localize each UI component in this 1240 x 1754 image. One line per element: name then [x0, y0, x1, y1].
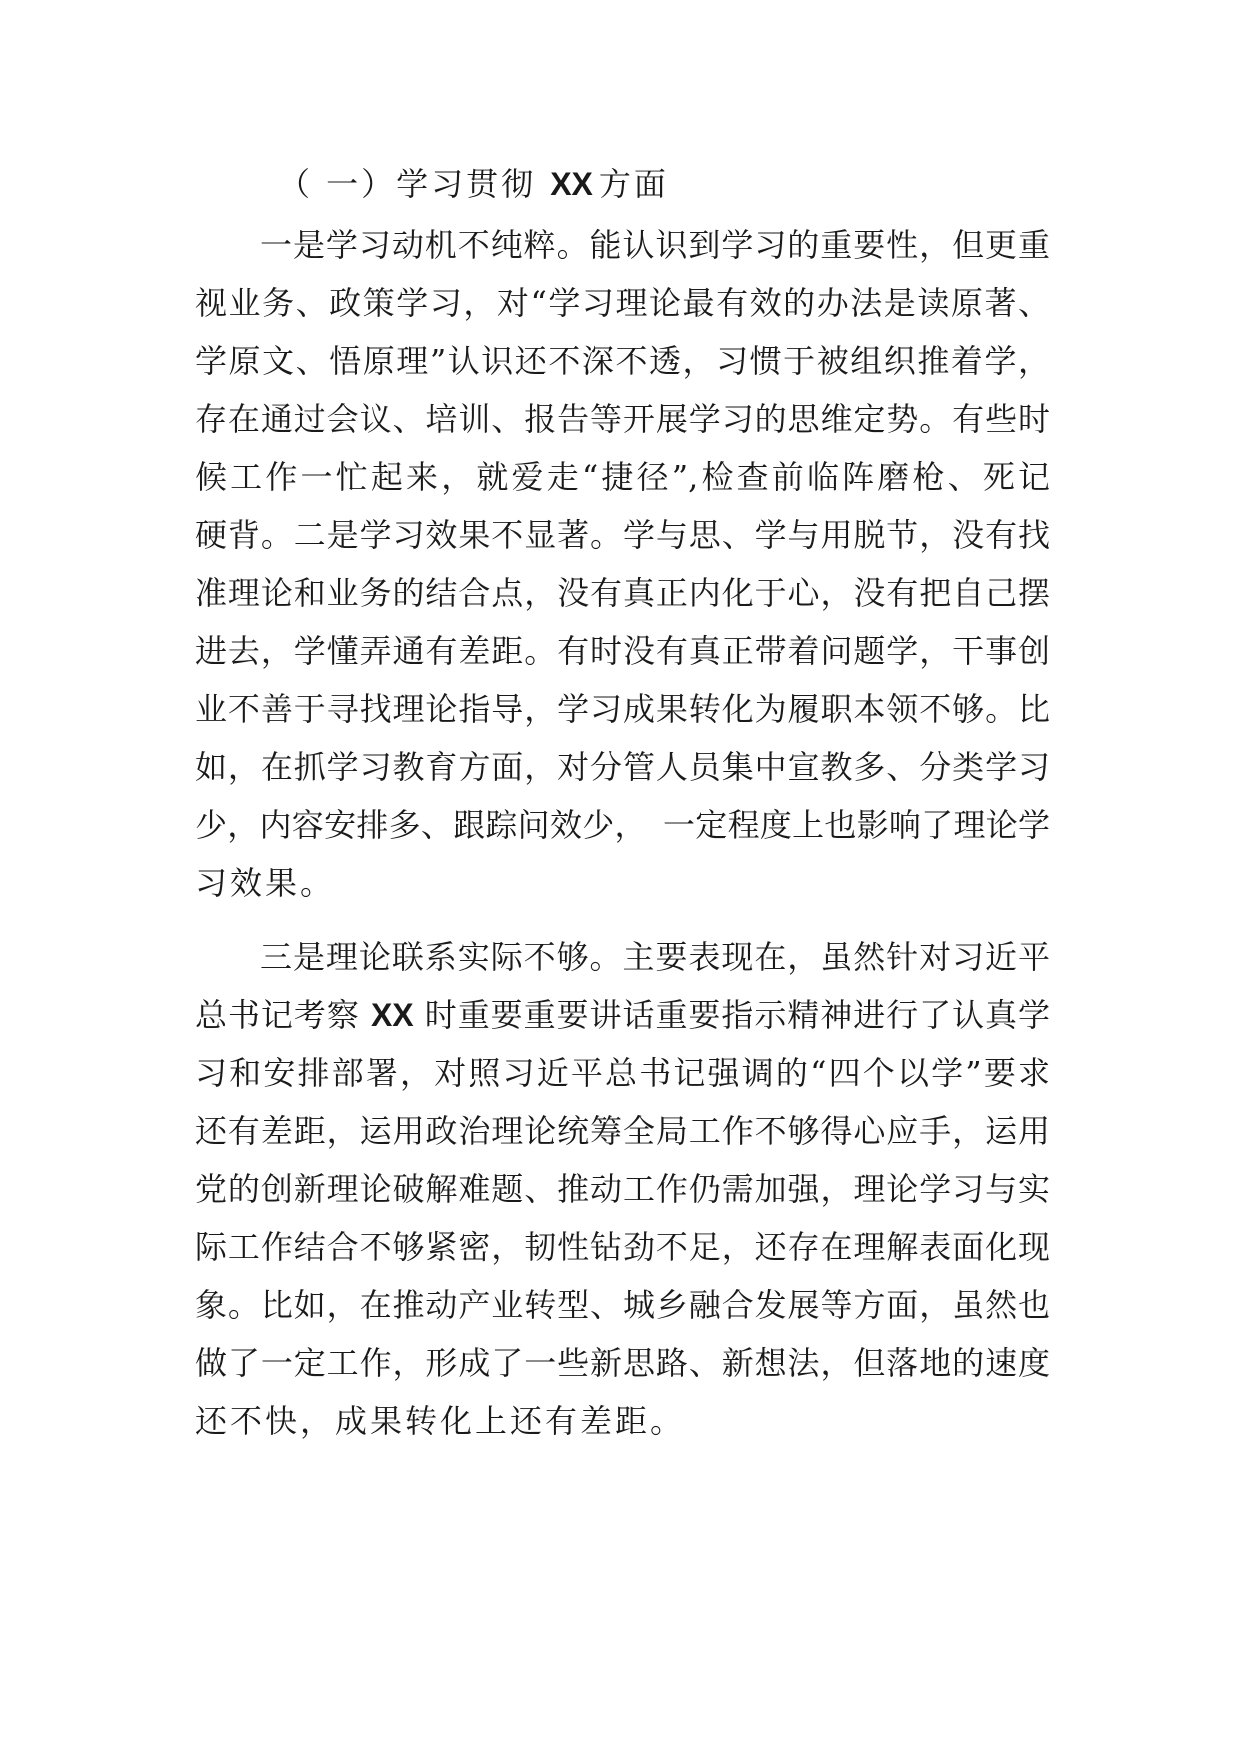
- paragraph-1-line: 候工作一忙起来，就爱走“捷径”,检查前临阵磨枪、死记: [195, 458, 1050, 496]
- section-heading-bold: XX: [550, 166, 593, 202]
- paragraph-1-line: 硬背。二是学习效果不显著。学与思、学与用脱节，没有找: [195, 516, 1050, 554]
- paragraph-1-line: 进去，学懂弄通有差距。有时没有真正带着问题学，干事创: [195, 632, 1050, 670]
- paragraph-1-line: 习效果。: [195, 864, 336, 902]
- paragraph-2-line-suffix: 时重要重要讲话重要指示精神进行了认真学: [424, 996, 1051, 1034]
- section-heading-prefix: （ 一）学习贯彻: [278, 165, 537, 203]
- paragraph-2-line: 际工作结合不够紧密，韧性钻劲不足，还存在理解表面化现: [195, 1228, 1050, 1266]
- paragraph-2-line: 党的创新理论破解难题、推动工作仍需加强，理论学习与实: [195, 1170, 1050, 1208]
- paragraph-1-line: 业不善于寻找理论指导，学习成果转化为履职本领不够。比: [195, 690, 1050, 728]
- paragraph-2-line: 还有差距，运用政治理论统筹全局工作不够得心应手，运用: [195, 1112, 1050, 1150]
- paragraph-2-line-with-bold: [195, 986, 1050, 1044]
- section-heading-suffix: 方面: [598, 165, 669, 203]
- paragraph-2-line: 做了一定工作，形成了一些新思路、新想法，但落地的速度: [195, 1344, 1050, 1382]
- paragraph-2-line: 象。比如，在推动产业转型、城乡融合发展等方面，虽然也: [195, 1286, 1050, 1324]
- paragraph-1-line: 视业务、政策学习，对“学习理论最有效的办法是读原著、: [195, 284, 1050, 322]
- paragraph-2-line: 习和安排部署，对照习近平总书记强调的“四个以学”要求: [195, 1054, 1050, 1092]
- paragraph-1-line: 学原文、悟原理”认识还不深不透，习惯于被组织推着学，: [195, 342, 1050, 380]
- paragraph-2-line-bold: XX: [370, 997, 414, 1033]
- paragraph-1-line: 存在通过会议、培训、报告等开展学习的思维定势。有些时: [195, 400, 1050, 438]
- paragraph-1-line: 准理论和业务的结合点，没有真正内化于心，没有把自己摆: [195, 574, 1050, 612]
- paragraph-2-line: 还不快，成果转化上还有差距。: [195, 1402, 686, 1440]
- paragraph-1-line: 少，内容安排多、跟踪问效少， 一定程度上也影响了理论学: [195, 806, 1050, 844]
- section-heading: [278, 160, 669, 208]
- paragraph-1-line: 一是学习动机不纯粹。能认识到学习的重要性，但更重: [260, 226, 1050, 264]
- paragraph-2-line-prefix: 总书记考察: [195, 996, 360, 1034]
- paragraph-1-line: 如，在抓学习教育方面，对分管人员集中宣教多、分类学习: [195, 748, 1050, 786]
- paragraph-2-line: 三是理论联系实际不够。主要表现在，虽然针对习近平: [260, 938, 1050, 976]
